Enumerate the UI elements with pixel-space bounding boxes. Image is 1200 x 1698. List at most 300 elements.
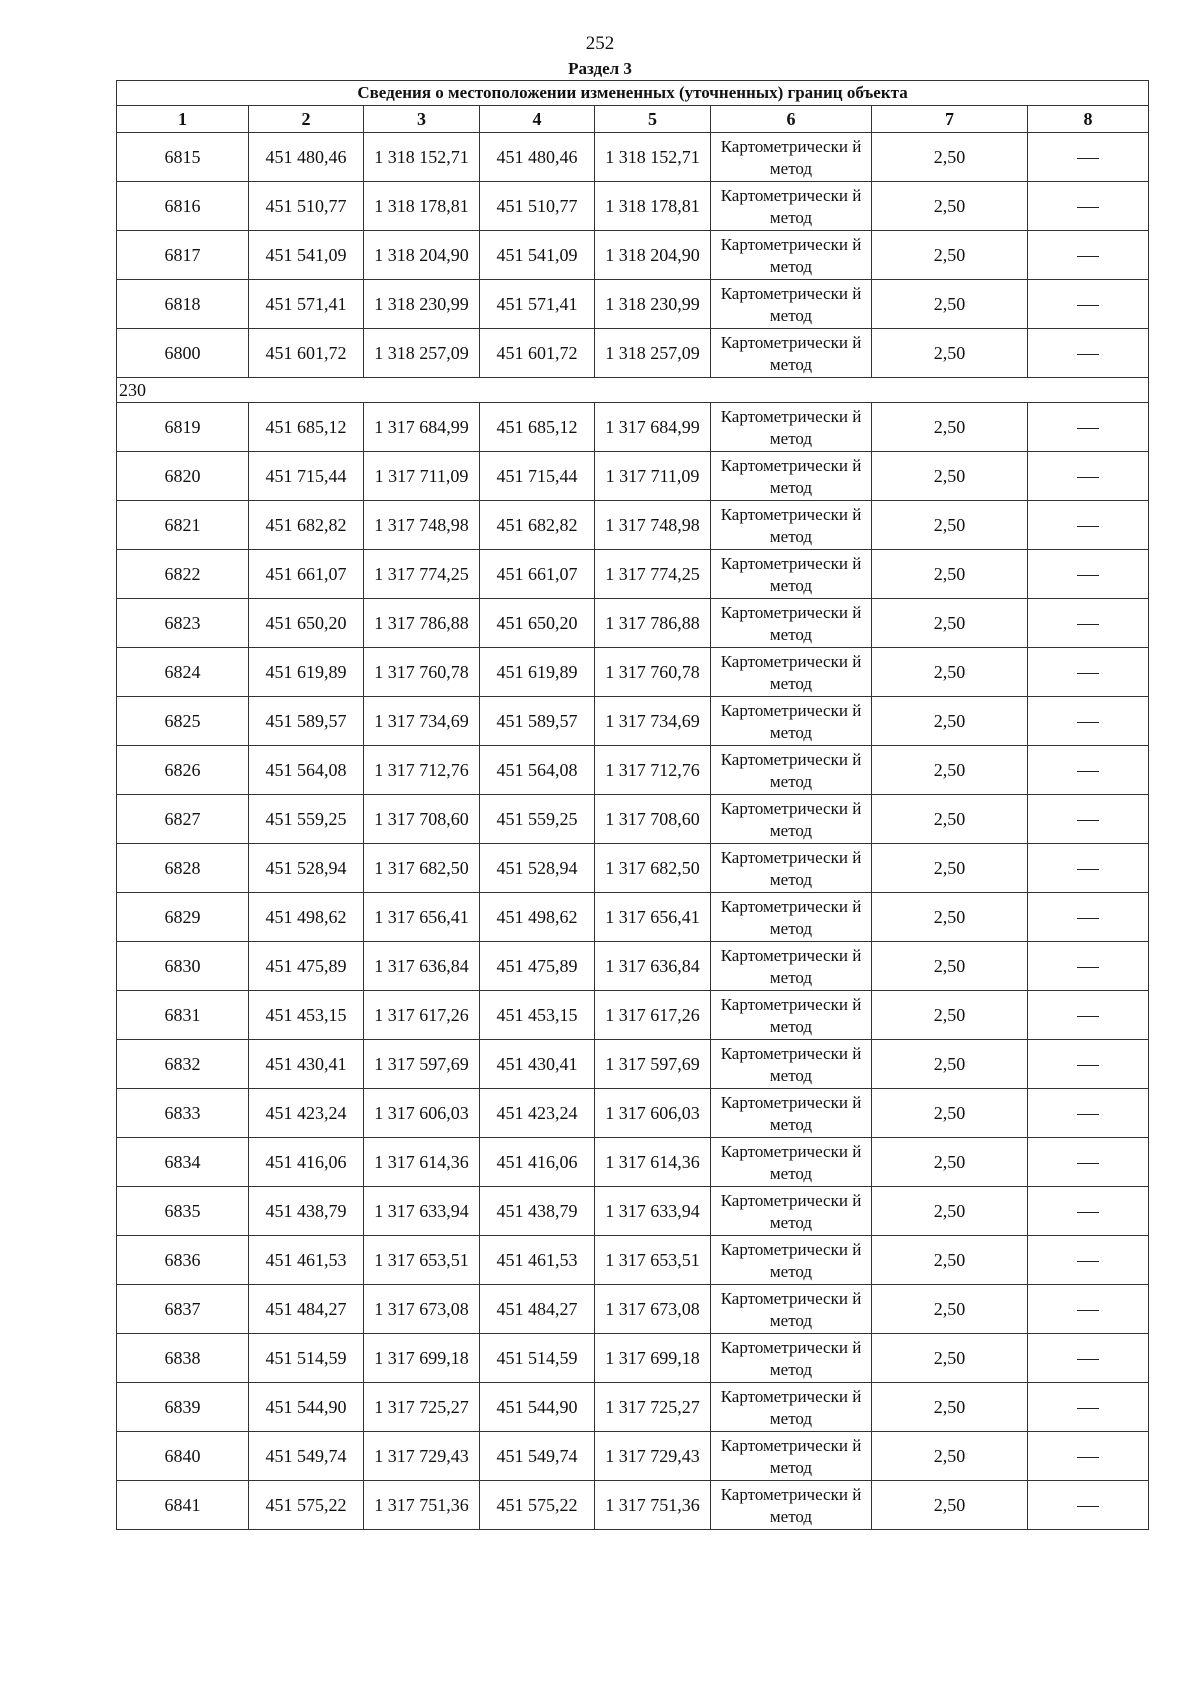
table-cell-col-7: 2,50 [872,133,1028,182]
table-cell-col-3: 1 317 729,43 [364,1432,480,1481]
method-text: Картометрически й метод [720,798,862,840]
table-cell-col-8 [1028,231,1149,280]
table-cell-col-3: 1 317 606,03 [364,1089,480,1138]
table-cell-col-5: 1 317 673,08 [595,1285,711,1334]
table-cell-col-2: 451 589,57 [249,697,364,746]
table-cell-col-2: 451 715,44 [249,452,364,501]
table-cell-col-6 [711,1040,872,1089]
column-header-7: 7 [872,106,1028,133]
table-cell-col-2: 451 416,06 [249,1138,364,1187]
table-cell-col-7: 2,50 [872,452,1028,501]
table-cell-col-3: 1 317 656,41 [364,893,480,942]
group-row [117,378,1149,403]
table-cell-col-1: 6836 [117,1236,249,1285]
table-row [117,501,1149,550]
table-cell-col-4: 451 589,57 [480,697,595,746]
table-cell-col-3: 1 317 617,26 [364,991,480,1040]
table-row [117,1138,1149,1187]
table-row [117,795,1149,844]
table-cell-col-8 [1028,1432,1149,1481]
table-cell-col-8 [1028,746,1149,795]
table-cell-col-6 [711,1285,872,1334]
column-header-1: 1 [117,106,249,133]
dash-mark [1077,305,1099,306]
table-cell-col-2: 451 685,12 [249,403,364,452]
table-cell-col-7: 2,50 [872,795,1028,844]
table-cell-col-3: 1 317 653,51 [364,1236,480,1285]
table-cell-col-1: 6839 [117,1383,249,1432]
dash-mark [1077,1359,1099,1360]
table-cell-col-6 [711,501,872,550]
table-cell-col-7: 2,50 [872,1089,1028,1138]
method-text: Картометрически й метод [720,1141,862,1183]
table-cell-col-2: 451 514,59 [249,1334,364,1383]
table-cell-col-1: 6832 [117,1040,249,1089]
table-row [117,403,1149,452]
table-cell-col-4: 451 438,79 [480,1187,595,1236]
table-cell-col-3: 1 318 204,90 [364,231,480,280]
table-cell-col-4: 451 480,46 [480,133,595,182]
method-text: Картометрически й метод [720,1190,862,1232]
table-cell-col-5: 1 317 729,43 [595,1432,711,1481]
table-row [117,648,1149,697]
table-cell-col-8 [1028,1334,1149,1383]
dash-mark [1077,771,1099,772]
table-cell-col-2: 451 575,22 [249,1481,364,1530]
table-row [117,599,1149,648]
table-cell-col-5: 1 318 230,99 [595,280,711,329]
table-row [117,1089,1149,1138]
table-row [117,1187,1149,1236]
table-cell-col-7: 2,50 [872,746,1028,795]
table-cell-col-1: 6824 [117,648,249,697]
table-cell-col-1: 6833 [117,1089,249,1138]
table-cell-col-7: 2,50 [872,1285,1028,1334]
table-cell-col-3: 1 318 230,99 [364,280,480,329]
table-cell-col-7: 2,50 [872,329,1028,378]
table-cell-col-1: 6840 [117,1432,249,1481]
method-text: Картометрически й метод [720,1386,862,1428]
table-cell-col-8 [1028,844,1149,893]
method-text: Картометрически й метод [720,994,862,1036]
dash-mark [1077,820,1099,821]
table-cell-col-8 [1028,1187,1149,1236]
table-cell-col-4: 451 619,89 [480,648,595,697]
column-header-6: 6 [711,106,872,133]
table-cell-col-2: 451 661,07 [249,550,364,599]
dash-mark [1077,256,1099,257]
table-cell-col-7: 2,50 [872,991,1028,1040]
table-cell-col-2: 451 423,24 [249,1089,364,1138]
table-cell-col-1: 6838 [117,1334,249,1383]
table-cell-col-6 [711,1334,872,1383]
method-text: Картометрически й метод [720,700,862,742]
table-cell-col-3: 1 317 786,88 [364,599,480,648]
method-text: Картометрически й метод [720,332,862,374]
table-cell-col-2: 451 650,20 [249,599,364,648]
table-cell-col-3: 1 317 699,18 [364,1334,480,1383]
table-cell-col-6 [711,1383,872,1432]
table-row [117,1236,1149,1285]
table-cell-col-8 [1028,942,1149,991]
dash-mark [1077,967,1099,968]
table-cell-col-7: 2,50 [872,182,1028,231]
table-cell-col-2: 451 498,62 [249,893,364,942]
table-cell-col-5: 1 317 748,98 [595,501,711,550]
table-cell-col-8 [1028,795,1149,844]
table-cell-col-4: 451 661,07 [480,550,595,599]
table-cell-col-5: 1 317 597,69 [595,1040,711,1089]
method-text: Картометрически й метод [720,455,862,497]
table-cell-col-1: 6827 [117,795,249,844]
table-cell-col-6 [711,893,872,942]
table-cell-col-3: 1 317 614,36 [364,1138,480,1187]
table-row [117,133,1149,182]
table-cell-col-6 [711,1187,872,1236]
table-cell-col-7: 2,50 [872,280,1028,329]
dash-mark [1077,1114,1099,1115]
table-cell-col-1: 6816 [117,182,249,231]
table-cell-col-7: 2,50 [872,599,1028,648]
table-cell-col-4: 451 461,53 [480,1236,595,1285]
table-cell-col-7: 2,50 [872,942,1028,991]
table-row [117,231,1149,280]
table-cell-col-5: 1 317 725,27 [595,1383,711,1432]
table-row [117,182,1149,231]
table-row [117,1040,1149,1089]
table-cell-col-5: 1 317 684,99 [595,403,711,452]
table-row [117,942,1149,991]
table-cell-col-4: 451 715,44 [480,452,595,501]
table-row [117,1383,1149,1432]
table-cell-col-6 [711,550,872,599]
table-cell-col-2: 451 549,74 [249,1432,364,1481]
table-cell-col-8 [1028,1040,1149,1089]
table-cell-col-5: 1 317 682,50 [595,844,711,893]
table-cell-col-7: 2,50 [872,1236,1028,1285]
table-cell-col-4: 451 544,90 [480,1383,595,1432]
dash-mark [1077,1016,1099,1017]
table-cell-col-8 [1028,697,1149,746]
table-cell-col-3: 1 317 597,69 [364,1040,480,1089]
table-cell-col-4: 451 475,89 [480,942,595,991]
table-cell-col-5: 1 317 633,94 [595,1187,711,1236]
method-text: Картометрически й метод [720,602,862,644]
table-cell-col-1: 6823 [117,599,249,648]
table-cell-col-8 [1028,501,1149,550]
table-cell-col-6 [711,231,872,280]
column-header-3: 3 [364,106,480,133]
column-header-4: 4 [480,106,595,133]
table-cell-col-2: 451 484,27 [249,1285,364,1334]
table-cell-col-4: 451 498,62 [480,893,595,942]
dash-mark [1077,207,1099,208]
table-cell-col-3: 1 317 725,27 [364,1383,480,1432]
table-cell-col-6 [711,991,872,1040]
method-text: Картометрически й метод [720,504,862,546]
table-body [117,133,1149,1530]
table-cell-col-8 [1028,1236,1149,1285]
table-cell-col-1: 6822 [117,550,249,599]
table-cell-col-3: 1 317 734,69 [364,697,480,746]
table-cell-col-6 [711,280,872,329]
method-text: Картометрически й метод [720,136,862,178]
table-cell-col-5: 1 317 614,36 [595,1138,711,1187]
table-cell-col-7: 2,50 [872,501,1028,550]
table-cell-col-6 [711,648,872,697]
table-cell-col-6 [711,133,872,182]
method-text: Картометрически й метод [720,945,862,987]
table-cell-col-6 [711,1089,872,1138]
table-cell-col-5: 1 317 734,69 [595,697,711,746]
table-cell-col-4: 451 528,94 [480,844,595,893]
table-cell-col-3: 1 317 751,36 [364,1481,480,1530]
table-cell-col-6 [711,182,872,231]
table-cell-col-4: 451 559,25 [480,795,595,844]
table-cell-col-5: 1 317 653,51 [595,1236,711,1285]
table-cell-col-3: 1 317 760,78 [364,648,480,697]
table-cell-col-2: 451 541,09 [249,231,364,280]
method-text: Картометрически й метод [720,896,862,938]
table-cell-col-3: 1 317 712,76 [364,746,480,795]
table-cell-col-3: 1 317 748,98 [364,501,480,550]
table-cell-col-3: 1 317 682,50 [364,844,480,893]
table-row [117,746,1149,795]
table-cell-col-5: 1 317 606,03 [595,1089,711,1138]
table-cell-col-8 [1028,893,1149,942]
table-cell-col-5: 1 318 204,90 [595,231,711,280]
table-cell-col-4: 451 430,41 [480,1040,595,1089]
table-cell-col-4: 451 682,82 [480,501,595,550]
table-cell-col-6 [711,844,872,893]
table-row [117,844,1149,893]
table-cell-col-1: 6818 [117,280,249,329]
method-text: Картометрически й метод [720,185,862,227]
method-text: Картометрически й метод [720,283,862,325]
table-cell-col-1: 6817 [117,231,249,280]
table-cell-col-7: 2,50 [872,1187,1028,1236]
method-text: Картометрически й метод [720,1092,862,1134]
table-cell-col-8 [1028,403,1149,452]
table-cell-col-5: 1 318 178,81 [595,182,711,231]
table-cell-col-4: 451 549,74 [480,1432,595,1481]
dash-mark [1077,526,1099,527]
table-cell-col-5: 1 318 257,09 [595,329,711,378]
table-cell-col-3: 1 317 711,09 [364,452,480,501]
table-cell-col-6 [711,795,872,844]
table-cell-col-5: 1 318 152,71 [595,133,711,182]
table-cell-col-5: 1 317 636,84 [595,942,711,991]
column-header-5: 5 [595,106,711,133]
method-text: Картометрически й метод [720,1239,862,1281]
table-cell-col-7: 2,50 [872,648,1028,697]
dash-mark [1077,158,1099,159]
table-row [117,893,1149,942]
table-cell-col-6 [711,329,872,378]
table-cell-col-6 [711,746,872,795]
method-text: Картометрически й метод [720,1435,862,1477]
method-text: Картометрически й метод [720,406,862,448]
table-row [117,280,1149,329]
dash-mark [1077,1506,1099,1507]
table-cell-col-4: 451 416,06 [480,1138,595,1187]
table-cell-col-6 [711,1236,872,1285]
table-cell-col-2: 451 619,89 [249,648,364,697]
dash-mark [1077,1261,1099,1262]
dash-mark [1077,624,1099,625]
dash-mark [1077,428,1099,429]
table-cell-col-5: 1 317 760,78 [595,648,711,697]
table-cell-col-8 [1028,329,1149,378]
table-cell-col-3: 1 317 774,25 [364,550,480,599]
table-cell-col-7: 2,50 [872,1481,1028,1530]
table-cell-col-4: 451 423,24 [480,1089,595,1138]
table-cell-col-6 [711,1138,872,1187]
section-title: Раздел 3 [568,59,632,78]
table-cell-col-7: 2,50 [872,893,1028,942]
table-cell-col-4: 451 571,41 [480,280,595,329]
table-cell-col-5: 1 317 617,26 [595,991,711,1040]
table-cell-col-8 [1028,1285,1149,1334]
table-cell-col-4: 451 453,15 [480,991,595,1040]
table-cell-col-7: 2,50 [872,1334,1028,1383]
table-cell-col-1: 6820 [117,452,249,501]
table-cell-col-2: 451 601,72 [249,329,364,378]
table-cell-col-4: 451 510,77 [480,182,595,231]
table-cell-col-8 [1028,1481,1149,1530]
table-cell-col-8 [1028,280,1149,329]
table-row [117,1285,1149,1334]
table-cell-col-6 [711,1432,872,1481]
table-cell-col-7: 2,50 [872,1432,1028,1481]
table-cell-col-2: 451 571,41 [249,280,364,329]
table-cell-col-7: 2,50 [872,550,1028,599]
table-cell-col-6 [711,697,872,746]
table-caption: Сведения о местоположении измененных (уточненных) границ объекта [117,81,1149,106]
table-cell-col-5: 1 317 699,18 [595,1334,711,1383]
page-number: 252 [585,33,615,54]
table-cell-col-3: 1 317 673,08 [364,1285,480,1334]
table-row [117,1481,1149,1530]
method-text: Картометрически й метод [720,1288,862,1330]
table-cell-col-3: 1 317 708,60 [364,795,480,844]
dash-mark [1077,354,1099,355]
table-cell-col-7: 2,50 [872,1040,1028,1089]
method-text: Картометрически й метод [720,1337,862,1379]
table-cell-col-1: 6800 [117,329,249,378]
table-cell-col-4: 451 564,08 [480,746,595,795]
table-cell-col-5: 1 317 712,76 [595,746,711,795]
table-cell-col-2: 451 564,08 [249,746,364,795]
table-cell-col-2: 451 430,41 [249,1040,364,1089]
table-cell-col-3: 1 317 633,94 [364,1187,480,1236]
table-cell-col-4: 451 685,12 [480,403,595,452]
table-cell-col-4: 451 514,59 [480,1334,595,1383]
table-cell-col-1: 6826 [117,746,249,795]
table-cell-col-5: 1 317 656,41 [595,893,711,942]
table-cell-col-1: 6828 [117,844,249,893]
dash-mark [1077,918,1099,919]
boundary-coordinates-table [116,80,1149,1530]
table-cell-col-8 [1028,1089,1149,1138]
dash-mark [1077,1212,1099,1213]
table-cell-col-7: 2,50 [872,1138,1028,1187]
dash-mark [1077,1163,1099,1164]
table-row [117,452,1149,501]
method-text: Картометрически й метод [720,651,862,693]
table-cell-col-8 [1028,1138,1149,1187]
table-cell-col-2: 451 682,82 [249,501,364,550]
table-cell-col-2: 451 510,77 [249,182,364,231]
table-row [117,329,1149,378]
table-cell-col-8 [1028,648,1149,697]
table-row [117,1432,1149,1481]
table-cell-col-1: 6834 [117,1138,249,1187]
table-cell-col-5: 1 317 708,60 [595,795,711,844]
table-cell-col-5: 1 317 751,36 [595,1481,711,1530]
table-cell-col-7: 2,50 [872,697,1028,746]
table-cell-col-8 [1028,133,1149,182]
table-cell-col-3: 1 318 178,81 [364,182,480,231]
group-label: 230 [117,378,1149,403]
table-cell-col-1: 6835 [117,1187,249,1236]
table-cell-col-6 [711,599,872,648]
table-cell-col-2: 451 544,90 [249,1383,364,1432]
table-cell-col-2: 451 453,15 [249,991,364,1040]
table-cell-col-8 [1028,599,1149,648]
table-cell-col-6 [711,403,872,452]
table-cell-col-1: 6825 [117,697,249,746]
table-cell-col-4: 451 601,72 [480,329,595,378]
table-row [117,550,1149,599]
table-cell-col-1: 6829 [117,893,249,942]
table-cell-col-4: 451 575,22 [480,1481,595,1530]
table-row [117,1334,1149,1383]
table-cell-col-6 [711,942,872,991]
table-cell-col-1: 6831 [117,991,249,1040]
column-number-row [117,106,1149,133]
table-cell-col-3: 1 317 636,84 [364,942,480,991]
dash-mark [1077,869,1099,870]
table-cell-col-1: 6815 [117,133,249,182]
table-cell-col-7: 2,50 [872,1383,1028,1432]
method-text: Картометрически й метод [720,847,862,889]
table-cell-col-3: 1 318 152,71 [364,133,480,182]
table-cell-col-8 [1028,1383,1149,1432]
method-text: Картометрически й метод [720,234,862,276]
table-cell-col-7: 2,50 [872,403,1028,452]
table-cell-col-2: 451 559,25 [249,795,364,844]
column-header-8: 8 [1028,106,1149,133]
dash-mark [1077,1457,1099,1458]
table-cell-col-1: 6841 [117,1481,249,1530]
table-cell-col-1: 6837 [117,1285,249,1334]
table-row [117,991,1149,1040]
dash-mark [1077,1310,1099,1311]
column-header-2: 2 [249,106,364,133]
table-cell-col-5: 1 317 774,25 [595,550,711,599]
dash-mark [1077,477,1099,478]
table-cell-col-2: 451 475,89 [249,942,364,991]
dash-mark [1077,722,1099,723]
table-cell-col-8 [1028,182,1149,231]
method-text: Картометрически й метод [720,553,862,595]
table-cell-col-4: 451 541,09 [480,231,595,280]
table-cell-col-2: 451 480,46 [249,133,364,182]
table-cell-col-6 [711,452,872,501]
dash-mark [1077,575,1099,576]
table-cell-col-8 [1028,452,1149,501]
